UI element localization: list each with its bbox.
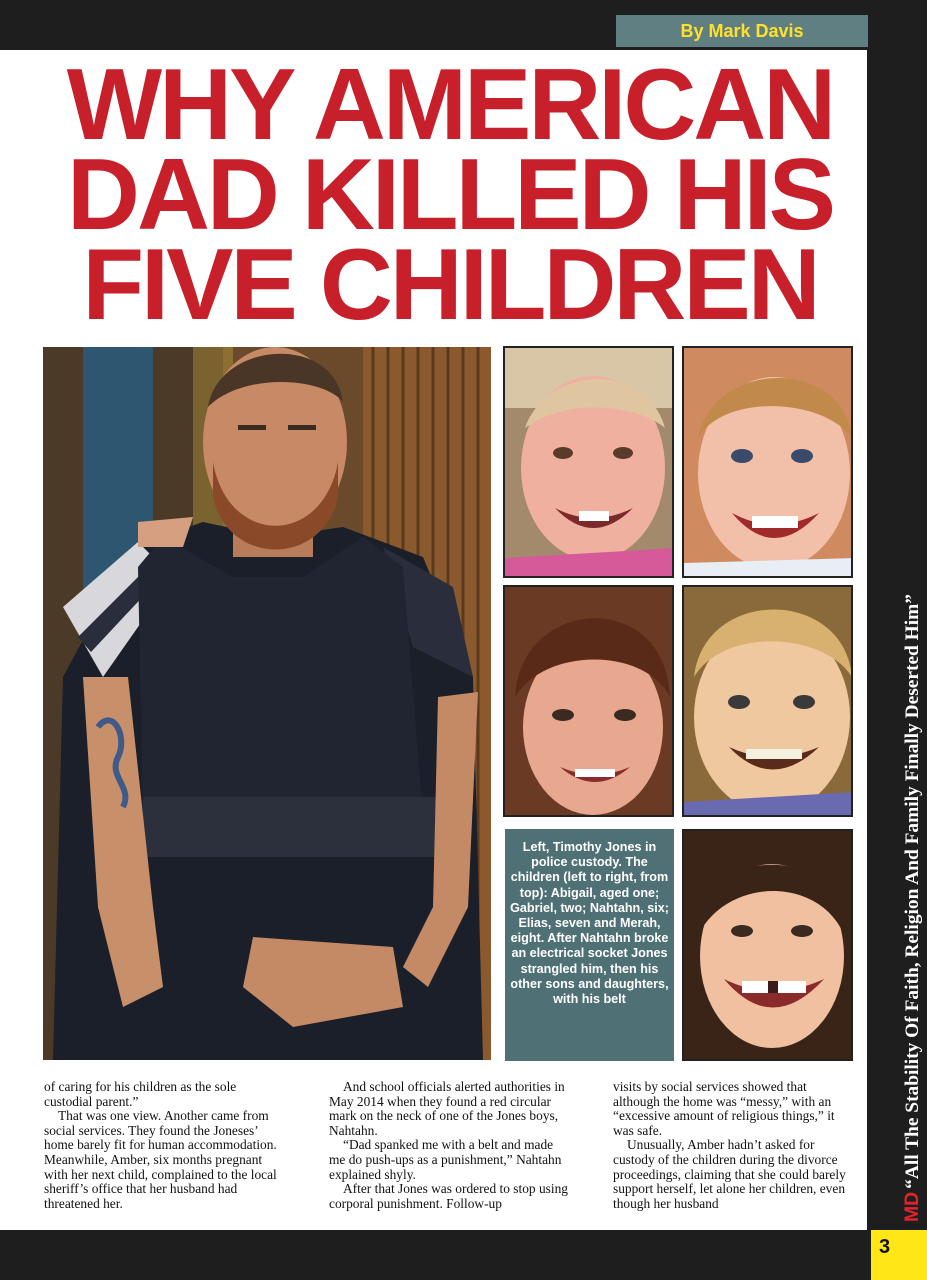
photo-elias	[682, 585, 853, 817]
byline: By Mark Davis	[616, 15, 868, 47]
photo-nahtahn	[503, 585, 674, 817]
headline-line-3: FIVE CHILDREN	[82, 229, 818, 341]
headline	[40, 49, 860, 341]
headline-line-1: WHY AMERICAN	[66, 49, 834, 161]
body-paragraph: That was one view. Another came from social services. They found the Joneses’ home barely fit for human accommodation. Meanwhile, Amber, six months pregnant with her next child, complained to the local sheriff’s office that her husband had threatened her.	[44, 1108, 277, 1211]
body-paragraph: “Dad spanked me with a belt and made me do push-ups as a punishment,” Nahtahn explained shyly.	[329, 1137, 562, 1182]
body-paragraph: visits by social services showed that although the home was “messy,” with an “excessive amount of religious things,” it was safe.	[613, 1079, 835, 1138]
photo-gabriel	[682, 346, 853, 578]
main-photo-timothy-jones	[43, 347, 491, 1060]
body-paragraph: After that Jones was ordered to stop using corporal punishment. Follow-up	[329, 1181, 568, 1211]
md-logo: MD	[901, 1191, 923, 1222]
photo-merah	[682, 829, 853, 1061]
headline-line-2: DAD KILLED HIS	[67, 139, 833, 251]
photo-abigail	[503, 346, 674, 578]
body-paragraph: Unusually, Amber hadn’t asked for custody of the children during the divorce proceedings, claiming that she could barely support herself, let alone her children, even though her husband	[613, 1137, 846, 1211]
rail-quote	[897, 594, 927, 1222]
body-column-3	[613, 1080, 855, 1211]
rail-quote-text: “All The Stability Of Faith, Religion And Family Finally Deserted Him”	[902, 594, 923, 1189]
body-column-1	[44, 1080, 286, 1211]
photo-caption: Left, Timothy Jones in police custody. The children (left to right, from top): Abigail, aged one; Gabriel, two; Nahtahn, six; Elias, seven and Merah, eight. After Nahtahn broke an electrical socket Jones strangled him, then his other sons and daughters, with his belt	[505, 829, 674, 1061]
body-paragraph: of caring for his children as the sole custodial parent.”	[44, 1079, 237, 1109]
body-paragraph: And school officials alerted authorities in May 2014 when they found a red circular mark on the neck of one of the Jones boys, Nahtahn.	[329, 1079, 565, 1138]
page-number: 3	[871, 1230, 927, 1280]
body-column-2	[329, 1080, 571, 1211]
